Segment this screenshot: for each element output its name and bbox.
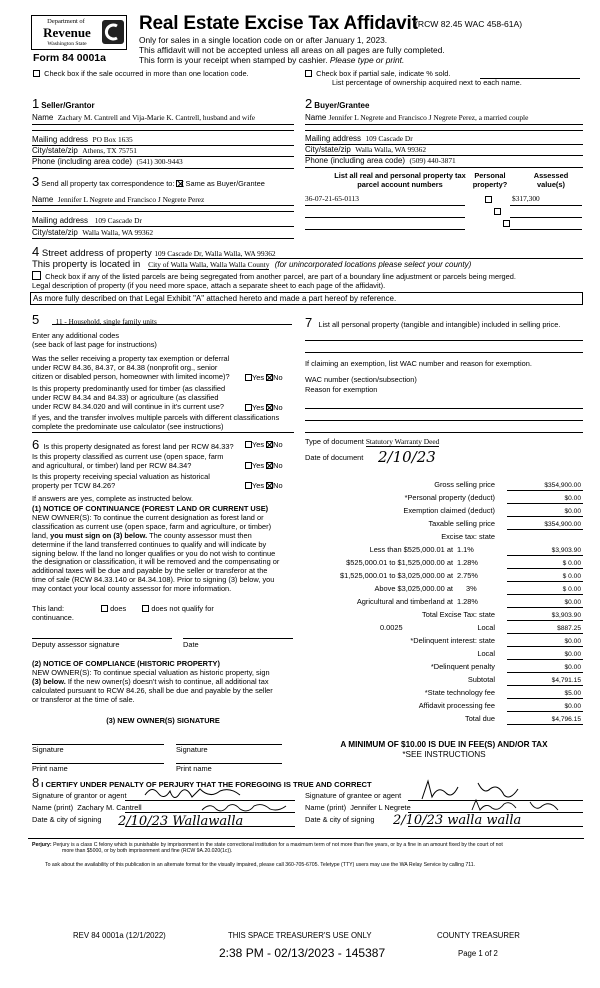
tier1-row: Less than $525,000.01 at 1.1% $3,903.90 [369, 545, 581, 554]
deputy-date-label: Date [183, 640, 199, 649]
segregated-check-row[interactable]: Check box if any of the listed parcels are being segregated from another parcel, are part of a boundary line adjustment or parcels being merged. [32, 271, 516, 282]
wac-number-label: WAC number (section/subsection) [305, 375, 417, 384]
penalty-row: *Delinquent penalty $0.00 [430, 662, 581, 671]
parcel-number: 36-07-21-65-0113 [305, 194, 359, 203]
current-use-question: Is this property classified as current use (open space, farm and agricultural, or timber) land per RCW 84.34? [32, 452, 224, 470]
owner-signature-label-2: Signature [176, 745, 208, 754]
form-number: Form 84 0001a [33, 52, 106, 64]
personal-col-header: Personal property? [472, 171, 508, 189]
grantee-name-row: Name (print) Jennifer L Negrete [305, 803, 411, 812]
doc-date-handwritten: 2/10/23 [378, 448, 436, 466]
buyer-phone-row: Phone (including area code) (509) 440-3871 [305, 156, 456, 165]
owner-print-label-1: Print name [32, 764, 68, 773]
grantor-sig-label: Signature of grantor or agent [32, 791, 127, 800]
corr-name-row: Name Jennifer L Negrete and Francisco J Negrete Perez [32, 195, 205, 204]
reason-label: Reason for exemption [305, 385, 378, 394]
exemption-deduct-row: Exemption claimed (deduct) $0.00 [403, 506, 581, 515]
total-state-row: Total Excise Tax: state $3,903.90 [422, 610, 581, 619]
legal-description-box[interactable]: As more fully described on that Legal Exhibit "A" attached hereto and made a part hereof by reference. [30, 292, 583, 305]
revenue-logo [31, 15, 127, 50]
buyer-name-row: Name Jennifer L Negrete and Francisco J Negrete Perez, a married couple [305, 113, 529, 122]
multi-parcel-note: If yes, and the transfer involves multiple parcels with different classifications complete the predominate use calculator (see instructions) [32, 413, 280, 431]
logo-emblem-icon [102, 20, 124, 44]
grantor-date-label: Date & city of signing [32, 815, 102, 824]
treasurer-use-only: THIS SPACE TREASURER'S USE ONLY [228, 931, 372, 940]
exemption-claim-note: If claiming an exemption, list WAC number and reason for exemption. [305, 359, 532, 368]
located-row: This property is located in City of Walla Walla, Walla Walla County (for unincorporated locations please select your county) [32, 259, 472, 270]
does-check[interactable] [101, 605, 108, 612]
delinq-state-row: *Delinquent interest: state $0.00 [410, 636, 581, 645]
buyer-name-value: Jennifer L Negrete and Francisco J Negrete Perez, a married couple [328, 113, 529, 122]
doc-date-label: Date of document [305, 453, 364, 462]
corr-mail-value: 109 Cascade Dr [94, 216, 142, 225]
notice-continuance-text: NEW OWNER(S): To continue the current designation as forest land or classification as current use (open space, farm and agriculture, or timber) land, you must sign on (3) below. The county assessor must then determine if the land transferred continues to qualify and will indicate by signing below. If the land no longer qualifies or you do not wish to continue the designation or classification, it will be removed and the compensating or additional taxes will be due and payable by the seller or transferor at the time of sale (RCW 84.33.140 or 84.34.108). Prior to signing (3) below, you may contact your local county assessor for more information. [32, 513, 280, 593]
notice-compliance-text: NEW OWNER(S): To continue special valuation as historic property, sign (3) below. If the new owner(s) doesn't wish to continue, all additional tax calculated pursuant to RCW 84.26, shall be due and payable by the seller or transferor at the time of sale. [32, 668, 273, 704]
excise-state-row: Excise tax: state [441, 532, 495, 541]
personal-property-check-3[interactable] [503, 220, 510, 227]
forest-yes-no[interactable]: Yes No [245, 441, 283, 450]
deputy-signature-label: Deputy assessor signature [32, 640, 120, 649]
doc-type-value: Statutory Warranty Deed [365, 437, 440, 446]
grantee-sig-label: Signature of grantee or agent [305, 791, 402, 800]
historic-yes-no[interactable]: Yes No [245, 482, 283, 491]
partial-sale-check[interactable]: Check box if partial sale, indicate % sold. [305, 70, 450, 79]
personal-property-check-1[interactable] [485, 196, 492, 203]
use-code-value: 11 - Household, single family units [55, 318, 157, 326]
seller-city-value: Athens, TX 75751 [82, 146, 137, 155]
land-qualify-row: This land: does does not qualify for [32, 604, 214, 613]
agency-line1: Department of [47, 18, 85, 25]
personal-property-check-2[interactable] [494, 208, 501, 215]
assessed-value: $317,300 [512, 194, 540, 203]
use-code-row: 5 11 - Household, single family units [32, 312, 157, 327]
historic-question: Is this property receiving special valuation as historical property per TCW 84.26? [32, 472, 210, 490]
correspondence-section: 3 Send all property tax correspondence to: Same as Buyer/Grantee [32, 174, 265, 189]
assessed-col-header: Assessed value(s) [533, 171, 569, 189]
seller-city-row: City/state/zip Athens, TX 75751 [32, 146, 137, 155]
corr-city-value: Walla Walla, WA 99362 [82, 228, 154, 237]
taxable-row: Taxable selling price $354,900.00 [428, 519, 581, 528]
see-instructions-note: *SEE INSTRUCTIONS [402, 750, 486, 759]
buyer-phone-value: (509) 440-3871 [409, 156, 456, 165]
grantee-date-label: Date & city of signing [305, 815, 375, 824]
gross-row: Gross selling price $354,900.00 [434, 480, 581, 489]
header-line2: This affidavit will not be accepted unless all areas on all pages are fully completed. [139, 45, 445, 55]
partial-pct-note: List percentage of ownership acquired next to each name. [332, 78, 522, 87]
additional-codes-note: Enter any additional codes (see back of last page for instructions) [32, 331, 157, 349]
subtotal-row: Subtotal $4,791.15 [467, 675, 581, 684]
timber-question: Is this property predominantly used for timber (as classified under RCW 84.34 and 84.33) or agriculture (as classified under RCW 84.34.020 and will continue in it's current use? [32, 384, 226, 411]
timber-yes-no[interactable]: Yes No [245, 404, 283, 413]
grantee-date-handwritten: 2/10/23 walla walla [393, 813, 522, 828]
delinq-local-row: Local $0.00 [477, 649, 581, 658]
does-not-check[interactable] [142, 605, 149, 612]
grantor-date-handwritten: 2/10/23 Wallawalla [118, 814, 244, 829]
grantee-name-value: Jennifer L Negrete [350, 803, 411, 812]
street-address-value: 109 Cascade Dr, Walla Walla, WA 99362 [154, 249, 276, 258]
buyer-section: 2 Buyer/Grantee [305, 96, 370, 111]
agri-row: Agricultural and timberland at 1.28% $0.00 [356, 597, 581, 606]
multi-location-check[interactable]: Check box if the sale occurred in more than one location code. [33, 70, 249, 79]
agency-line3: Washington State [47, 41, 87, 47]
grantor-name-row: Name (print) Zachary M. Cantrell [32, 803, 142, 812]
total-due-row: Total due $4,796.15 [465, 714, 581, 723]
notice-compliance-title: (2) NOTICE OF COMPLIANCE (HISTORIC PROPERTY) [32, 659, 220, 668]
seller-section: 1 Seller/Grantor [32, 96, 95, 111]
header-line1: Only for sales in a single location code on or after January 1, 2023. [139, 35, 388, 45]
seller-name-row: Name Zachary M. Cantrell and Vija-Marie K. Cantrell, husband and wife [32, 113, 256, 122]
county-treasurer-label: COUNTY TREASURER [437, 931, 520, 940]
statute-ref: (RCW 82.45 WAC 458-61A) [415, 19, 523, 29]
exemption-yes-no[interactable]: Yes No [245, 374, 283, 383]
current-use-yes-no[interactable]: Yes No [245, 462, 283, 471]
rev-number: REV 84 0001a (12/1/2022) [73, 931, 166, 940]
tech-fee-row: *State technology fee $5.00 [424, 688, 581, 697]
buyer-mail-value: 109 Cascade Dr [365, 134, 413, 143]
personal-property-section: 7 List all personal property (tangible and intangible) included in selling price. [305, 315, 561, 330]
street-address-row: 4 Street address of property 109 Cascade Dr, Walla Walla, WA 99362 [32, 244, 276, 259]
page-number: Page 1 of 2 [458, 949, 498, 958]
continuance-label: continuance. [32, 613, 74, 622]
notice-continuance-title: (1) NOTICE OF CONTINUANCE (FOREST LAND OR CURRENT USE) [32, 504, 269, 513]
buyer-mail-row: Mailing address 109 Cascade Dr [305, 134, 413, 143]
tier2-row: $525,000.01 to $1,525,000.00 at 1.28% $ 0.00 [346, 558, 581, 567]
local-row: 0.0025 Local $887.25 [380, 623, 581, 632]
answers-note: If answers are yes, complete as instructed below. [32, 494, 194, 503]
seller-phone-row: Phone (including area code) (541) 300-9443 [32, 157, 183, 166]
personal-deduct-row: *Personal property (deduct) $0.00 [404, 493, 581, 502]
located-value: City of Walla Walla, Walla Walla County [148, 260, 270, 269]
alternate-format-note: To ask about the availability of this publication in an alternate format for the visually impaired, please call 360-705-6705. Teletype (TTY) users may use the WA Relay Service by calling 711. [45, 862, 476, 868]
buyer-city-row: City/state/zip Walla Walla, WA 99362 [305, 145, 427, 154]
agency-line2: Revenue [43, 25, 91, 40]
perjury-notice: Perjury: Perjury is a class C felony which is punishable by imprisonment in the state correctional institution for a maximum term of not more than five years, or by a fine in an amount fixed by the court of not more than $5000, or by both imprisonment and fine (RCW 9A.20.020(1c)). [32, 842, 503, 855]
header-line3: This form is your receipt when stamped by cashier. Please type or print. [139, 55, 405, 65]
seller-name-value: Zachary M. Cantrell and Vija-Marie K. Cantrell, husband and wife [57, 113, 256, 122]
forest-land-question: 6 Is this property designated as forest land per RCW 84.33? [32, 437, 234, 452]
doc-type-row: Type of document Statutory Warranty Deed [305, 437, 440, 446]
parcel-col-header: List all real and personal property tax parcel account numbers [334, 171, 466, 189]
corr-mail-row: Mailing address 109 Cascade Dr [32, 216, 142, 225]
corr-name-value: Jennifer L Negrete and Francisco J Negrete Perez [57, 195, 205, 204]
same-as-buyer-check[interactable] [176, 180, 183, 187]
form-title: Real Estate Excise Tax Affidavit [139, 13, 418, 34]
processing-fee-row: Affidavit processing fee $0.00 [418, 701, 581, 710]
tier3-row: $1,525,000.01 to $3,025,000.00 at 2.75% $ 0.00 [339, 571, 581, 580]
owner-signature-label-1: Signature [32, 745, 64, 754]
minimum-due-note: A MINIMUM OF $10.00 IS DUE IN FEE(S) AND/OR TAX [340, 740, 548, 749]
owner-print-label-2: Print name [176, 764, 212, 773]
legal-desc-note: Legal description of property (if you need more space, attach a separate sheet to each page of the affidavit). [32, 281, 386, 290]
certify-row: 8 I CERTIFY UNDER PENALTY OF PERJURY THAT THE FOREGOING IS TRUE AND CORRECT [32, 775, 372, 790]
exemption-question: Was the seller receiving a property tax exemption or deferral under RCW 84.36, 84.37, or 84.38 (nonprofit org., senior citizen or disabled person, homeowner with limited income)? [32, 354, 230, 381]
corr-city-row: City/state/zip Walla Walla, WA 99362 [32, 228, 154, 237]
seller-mail-value: PO Box 1635 [92, 135, 133, 144]
new-owner-signature-title: (3) NEW OWNER(S) SIGNATURE [106, 716, 220, 725]
seller-mail-row: Mailing address PO Box 1635 [32, 135, 133, 144]
buyer-city-value: Walla Walla, WA 99362 [355, 145, 427, 154]
receipt-stamp: 2:38 PM - 02/13/2023 - 145387 [219, 946, 386, 960]
tier4-row: Above $3,025,000.00 at 3% $ 0.00 [374, 584, 581, 593]
seller-phone-value: (541) 300-9443 [136, 157, 183, 166]
grantor-name-value: Zachary M. Cantrell [77, 803, 142, 812]
